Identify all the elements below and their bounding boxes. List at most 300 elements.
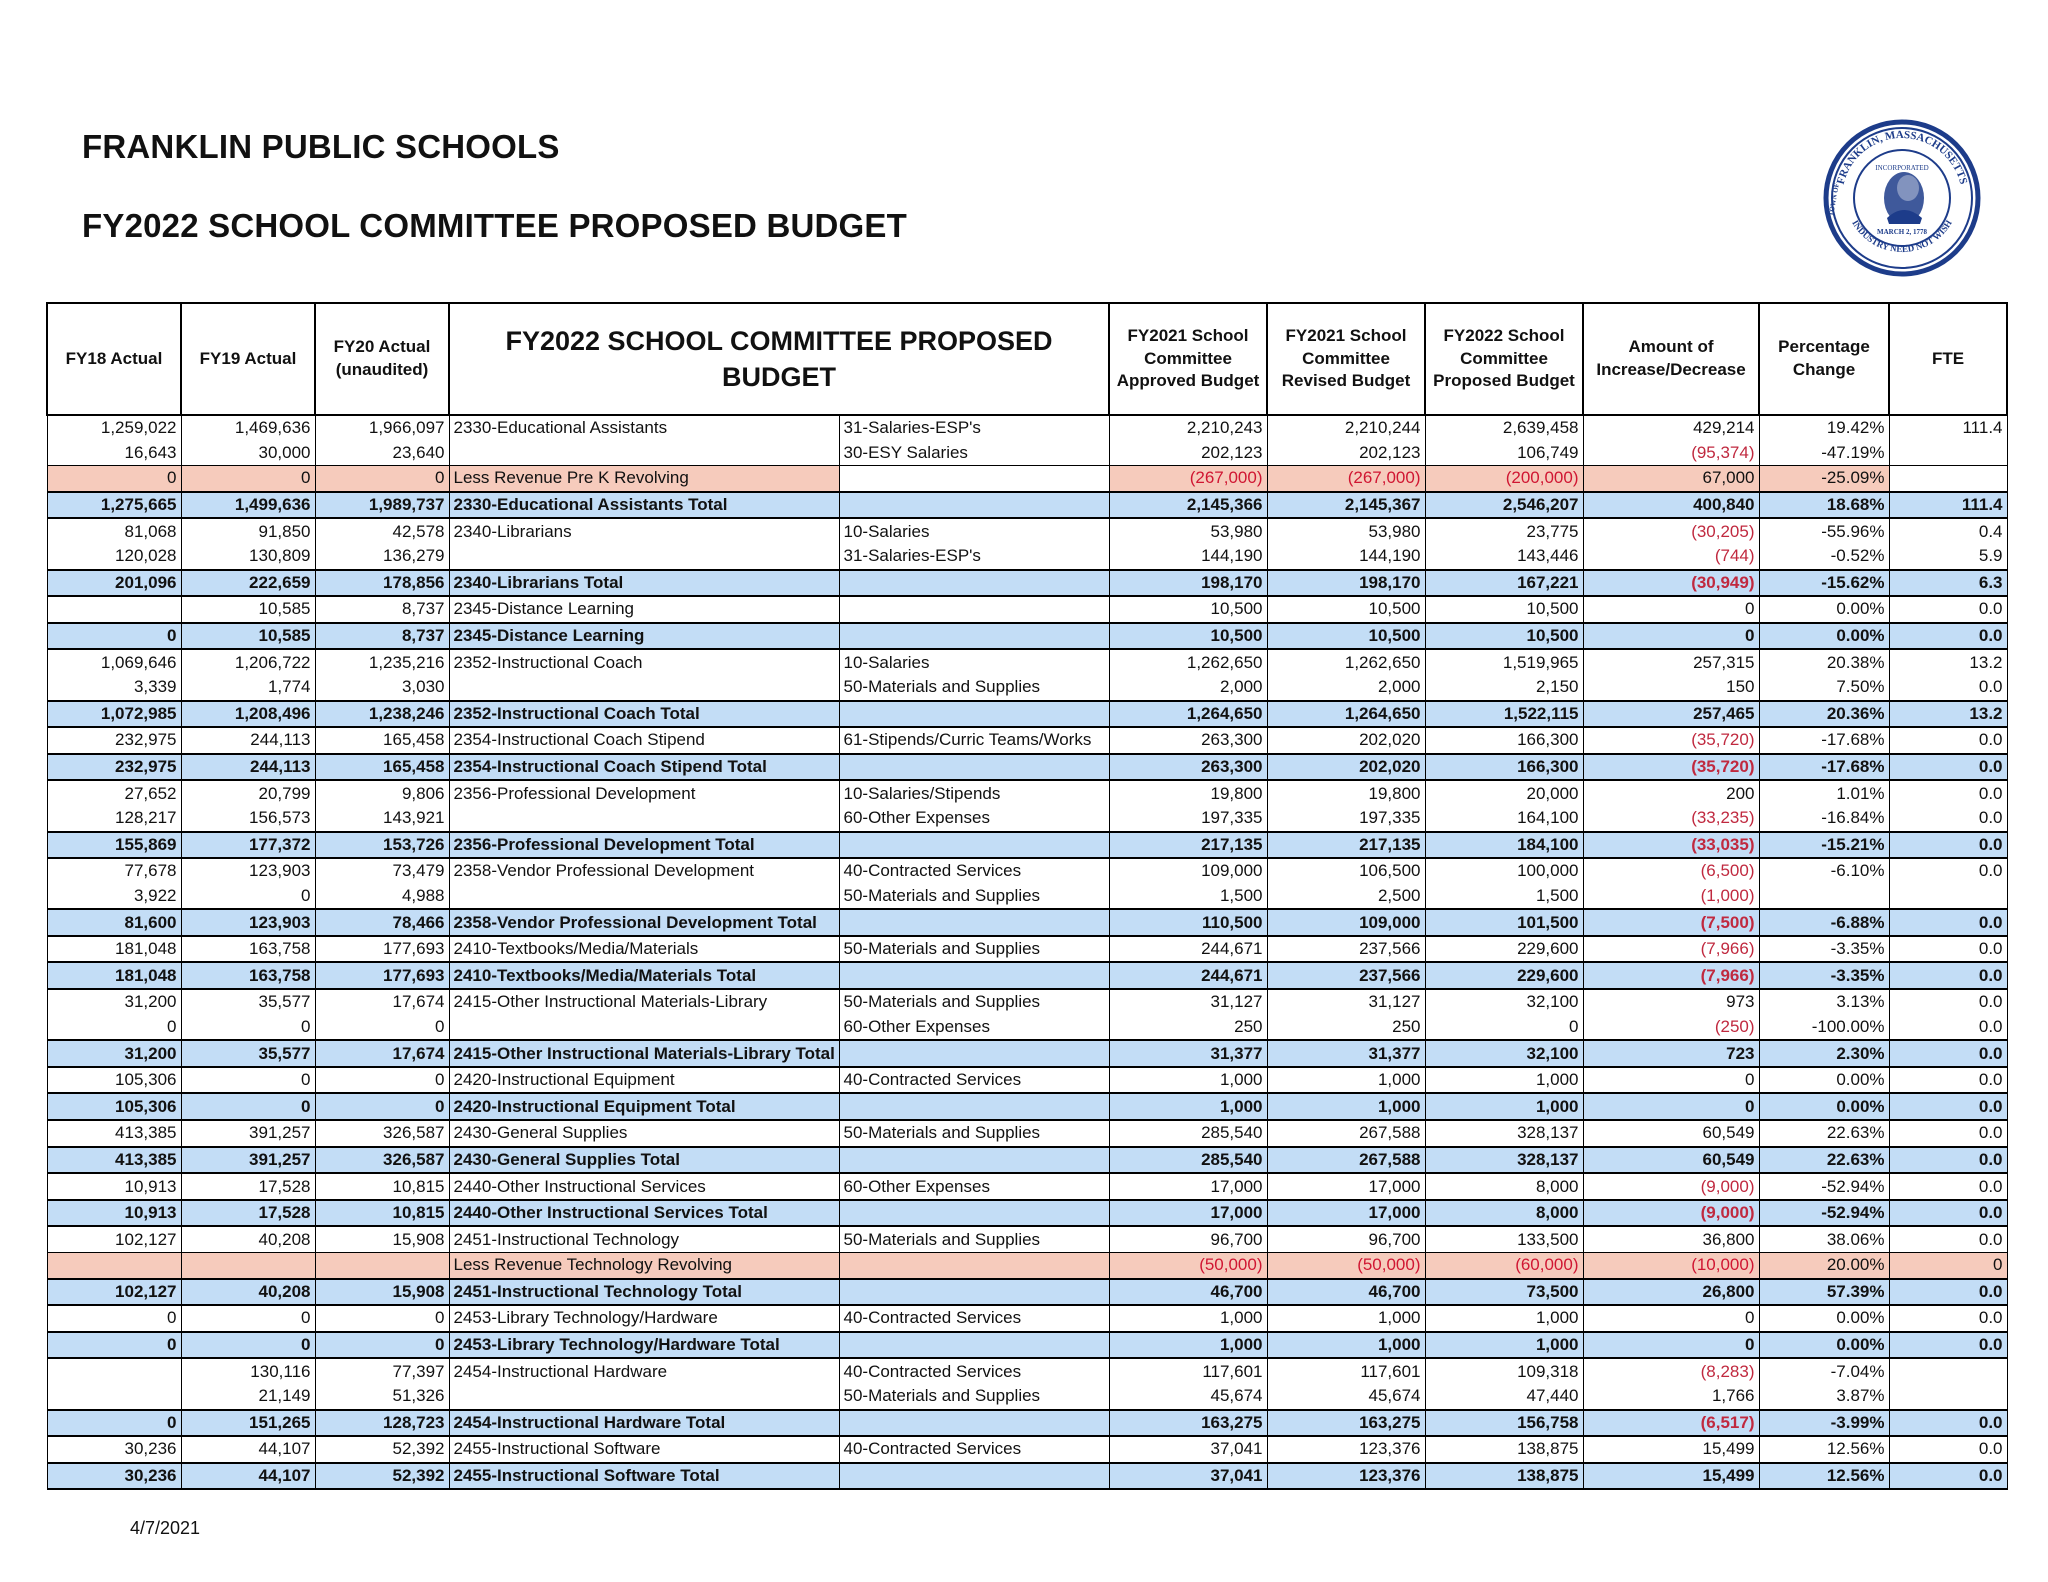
cell-amount-change: (30,205): [1583, 518, 1759, 544]
cell-fy19: 1,499,636: [181, 492, 315, 519]
cell-fy19: 10,585: [181, 623, 315, 650]
cell-amount-change: 0: [1583, 596, 1759, 623]
cell-fy18: 81,600: [47, 909, 181, 936]
cell-fy18: 30,236: [47, 1463, 181, 1490]
cell-fy18: 0: [47, 466, 181, 492]
cell-object: 10-Salaries/Stipends: [839, 780, 1109, 806]
table-row: [47, 727, 2007, 754]
cell-object: 61-Stipends/Curric Teams/Works: [839, 727, 1109, 754]
cell-fy21-approved: 217,135: [1109, 832, 1267, 859]
cell-amount-change: 1,766: [1583, 1384, 1759, 1410]
cell-object: [839, 1279, 1109, 1306]
cell-fte: 0.0: [1889, 596, 2007, 623]
total-row: [47, 1410, 2007, 1437]
cell-fte: 0.0: [1889, 754, 2007, 781]
cell-fy18: 1,072,985: [47, 701, 181, 728]
table-row: [47, 544, 2007, 570]
cell-pct-change: 18.68%: [1759, 492, 1889, 519]
town-seal-icon: [1812, 118, 1992, 278]
cell-fy21-revised: 109,000: [1267, 909, 1425, 936]
cell-object: 50-Materials and Supplies: [839, 675, 1109, 701]
cell-object: 31-Salaries-ESP's: [839, 415, 1109, 441]
cell-description: 2354-Instructional Coach Stipend: [449, 727, 839, 754]
cell-amount-change: (1,000): [1583, 884, 1759, 910]
cell-description: Less Revenue Pre K Revolving: [449, 466, 839, 492]
cell-fy19: 44,107: [181, 1436, 315, 1463]
cell-description: 2430-General Supplies Total: [449, 1147, 839, 1174]
cell-object: [839, 596, 1109, 623]
cell-pct-change: -17.68%: [1759, 754, 1889, 781]
cell-fy22-proposed: 133,500: [1425, 1226, 1583, 1252]
cell-amount-change: (7,966): [1583, 936, 1759, 963]
cell-fy21-approved: (50,000): [1109, 1253, 1267, 1279]
cell-fte: 0.0: [1889, 1093, 2007, 1120]
cell-fy19: 1,774: [181, 675, 315, 701]
cell-fy22-proposed: 156,758: [1425, 1410, 1583, 1437]
cell-fy20: 177,693: [315, 962, 449, 989]
cell-pct-change: 3.13%: [1759, 989, 1889, 1015]
cell-object: [839, 623, 1109, 650]
total-row: [47, 623, 2007, 650]
cell-fy21-approved: 31,377: [1109, 1040, 1267, 1067]
seal-top-text: FRANKLIN, MASSACHUSETTS: [1834, 128, 1970, 186]
cell-fy21-revised: 17,000: [1267, 1200, 1425, 1227]
cell-fy18: 31,200: [47, 1040, 181, 1067]
cell-description: 2415-Other Instructional Materials-Library: [449, 989, 839, 1015]
cell-fy19: 123,903: [181, 858, 315, 884]
cell-fte: 0.0: [1889, 806, 2007, 832]
cell-fy21-revised: 96,700: [1267, 1226, 1425, 1252]
cell-fy21-approved: 263,300: [1109, 727, 1267, 754]
cell-fy21-approved: 285,540: [1109, 1120, 1267, 1147]
cell-fy20: 78,466: [315, 909, 449, 936]
cell-description: 2330-Educational Assistants Total: [449, 492, 839, 519]
cell-fy22-proposed: 101,500: [1425, 909, 1583, 936]
seal-bottom-text: INDUSTRY NEED NOT WISH: [1850, 218, 1954, 255]
cell-pct-change: 0.00%: [1759, 1093, 1889, 1120]
cell-description: 2354-Instructional Coach Stipend Total: [449, 754, 839, 781]
cell-fy21-revised: 31,377: [1267, 1040, 1425, 1067]
cell-fy21-revised: 198,170: [1267, 570, 1425, 597]
cell-fy19: 0: [181, 1093, 315, 1120]
total-row: [47, 754, 2007, 781]
cell-fy19: 156,573: [181, 806, 315, 832]
cell-fy19: 0: [181, 1305, 315, 1332]
cell-fy22-proposed: 143,446: [1425, 544, 1583, 570]
cell-amount-change: (35,720): [1583, 727, 1759, 754]
cell-amount-change: 0: [1583, 1332, 1759, 1359]
cell-fy19: 0: [181, 1067, 315, 1094]
cell-fte: 0.0: [1889, 1200, 2007, 1227]
cell-fy20: 177,693: [315, 936, 449, 963]
cell-fy21-approved: 117,601: [1109, 1358, 1267, 1384]
cell-description: 2345-Distance Learning: [449, 623, 839, 650]
cell-pct-change: 0.00%: [1759, 1332, 1889, 1359]
cell-pct-change: 38.06%: [1759, 1226, 1889, 1252]
cell-fy21-approved: (267,000): [1109, 466, 1267, 492]
cell-fte: 5.9: [1889, 544, 2007, 570]
cell-fy20: 0: [315, 1015, 449, 1041]
cell-fy18: 1,275,665: [47, 492, 181, 519]
cell-object: 10-Salaries: [839, 649, 1109, 675]
cell-fy18: [47, 1384, 181, 1410]
total-row: [47, 909, 2007, 936]
cell-fy22-proposed: 1,519,965: [1425, 649, 1583, 675]
cell-fte: 0.0: [1889, 1173, 2007, 1200]
cell-object: 60-Other Expenses: [839, 1015, 1109, 1041]
cell-fy19: 1,469,636: [181, 415, 315, 441]
cell-amount-change: (744): [1583, 544, 1759, 570]
cell-object: [839, 1410, 1109, 1437]
cell-fy19: 91,850: [181, 518, 315, 544]
cell-fy20: 143,921: [315, 806, 449, 832]
cell-fy20: 0: [315, 466, 449, 492]
cell-fy22-proposed: 8,000: [1425, 1200, 1583, 1227]
cell-fy18: 31,200: [47, 989, 181, 1015]
cell-fy21-revised: 267,588: [1267, 1120, 1425, 1147]
cell-fy19: 40,208: [181, 1279, 315, 1306]
cell-description: 2352-Instructional Coach Total: [449, 701, 839, 728]
cell-fy22-proposed: 1,500: [1425, 884, 1583, 910]
cell-amount-change: (33,235): [1583, 806, 1759, 832]
cell-fy20: 0: [315, 1067, 449, 1094]
cell-fy19: 35,577: [181, 989, 315, 1015]
cell-pct-change: -15.21%: [1759, 832, 1889, 859]
cell-fy22-proposed: 2,639,458: [1425, 415, 1583, 441]
header-amount-change: Amount of Increase/Decrease: [1583, 303, 1759, 415]
cell-fy21-revised: 250: [1267, 1015, 1425, 1041]
cell-object: 50-Materials and Supplies: [839, 1384, 1109, 1410]
cell-object: [839, 701, 1109, 728]
total-row: [47, 962, 2007, 989]
cell-fy18: 413,385: [47, 1120, 181, 1147]
cell-fy18: 3,339: [47, 675, 181, 701]
cell-description: 2440-Other Instructional Services Total: [449, 1200, 839, 1227]
cell-fy19: 123,903: [181, 909, 315, 936]
cell-description: 2430-General Supplies: [449, 1120, 839, 1147]
cell-fy18: 81,068: [47, 518, 181, 544]
cell-fte: 6.3: [1889, 570, 2007, 597]
cell-fy19: 244,113: [181, 754, 315, 781]
cell-object: [839, 832, 1109, 859]
cell-object: [839, 492, 1109, 519]
cell-description: 2330-Educational Assistants: [449, 415, 839, 441]
cell-pct-change: -47.19%: [1759, 441, 1889, 466]
cell-object: [839, 1463, 1109, 1490]
cell-object: 30-ESY Salaries: [839, 441, 1109, 466]
cell-fy21-approved: 244,671: [1109, 962, 1267, 989]
cell-pct-change: -16.84%: [1759, 806, 1889, 832]
cell-pct-change: 3.87%: [1759, 1384, 1889, 1410]
seal-incorporated-text: INCORPORATED: [1875, 164, 1929, 172]
cell-pct-change: 19.42%: [1759, 415, 1889, 441]
cell-object: 40-Contracted Services: [839, 858, 1109, 884]
cell-fy21-revised: 106,500: [1267, 858, 1425, 884]
cell-fy21-approved: 37,041: [1109, 1463, 1267, 1490]
cell-fy22-proposed: 32,100: [1425, 989, 1583, 1015]
cell-fy21-approved: 1,000: [1109, 1067, 1267, 1094]
cell-description: 2356-Professional Development Total: [449, 832, 839, 859]
cell-description: [449, 441, 839, 466]
cell-description: 2455-Instructional Software Total: [449, 1463, 839, 1490]
cell-fy21-approved: 1,000: [1109, 1332, 1267, 1359]
cell-fy20: 0: [315, 1093, 449, 1120]
cell-object: 40-Contracted Services: [839, 1358, 1109, 1384]
cell-fy21-revised: 202,020: [1267, 727, 1425, 754]
cell-fy19: 391,257: [181, 1147, 315, 1174]
cell-fy21-revised: 45,674: [1267, 1384, 1425, 1410]
cell-fy20: 15,908: [315, 1226, 449, 1252]
cell-fy21-revised: 117,601: [1267, 1358, 1425, 1384]
cell-fte: 0.0: [1889, 858, 2007, 884]
cell-fy21-approved: 10,500: [1109, 596, 1267, 623]
cell-fy18: 10,913: [47, 1200, 181, 1227]
cell-object: [839, 754, 1109, 781]
cell-pct-change: 20.36%: [1759, 701, 1889, 728]
header-fy19-actual: FY19 Actual: [181, 303, 315, 415]
cell-fy20: 128,723: [315, 1410, 449, 1437]
total-row: [47, 1093, 2007, 1120]
cell-pct-change: -25.09%: [1759, 466, 1889, 492]
table-row: [47, 518, 2007, 544]
table-row: [47, 1173, 2007, 1200]
cell-fy19: 40,208: [181, 1226, 315, 1252]
table-row: [47, 1384, 2007, 1410]
cell-fy21-approved: 53,980: [1109, 518, 1267, 544]
cell-fy20: 1,238,246: [315, 701, 449, 728]
cell-fy18: 0: [47, 1015, 181, 1041]
cell-fy22-proposed: 1,000: [1425, 1067, 1583, 1094]
cell-pct-change: [1759, 884, 1889, 910]
cell-fy20: 136,279: [315, 544, 449, 570]
cell-fy22-proposed: (200,000): [1425, 466, 1583, 492]
total-row: [47, 1279, 2007, 1306]
cell-pct-change: 12.56%: [1759, 1463, 1889, 1490]
cell-fy21-approved: 17,000: [1109, 1200, 1267, 1227]
cell-description: [449, 544, 839, 570]
table-row: [47, 858, 2007, 884]
cell-fy21-revised: 31,127: [1267, 989, 1425, 1015]
table-row: [47, 675, 2007, 701]
cell-fy21-approved: 1,000: [1109, 1093, 1267, 1120]
cell-fy21-revised: 217,135: [1267, 832, 1425, 859]
table-row: [47, 1015, 2007, 1041]
total-row: [47, 1332, 2007, 1359]
cell-fte: 0.0: [1889, 780, 2007, 806]
cell-description: Less Revenue Technology Revolving: [449, 1253, 839, 1279]
cell-fte: 0.0: [1889, 1040, 2007, 1067]
cell-object: 40-Contracted Services: [839, 1067, 1109, 1094]
cell-fy20: 1,966,097: [315, 415, 449, 441]
cell-fy19: 30,000: [181, 441, 315, 466]
cell-fte: 0.0: [1889, 727, 2007, 754]
cell-fy21-revised: 10,500: [1267, 596, 1425, 623]
cell-object: [839, 466, 1109, 492]
cell-fy18: 10,913: [47, 1173, 181, 1200]
cell-fy21-approved: 1,262,650: [1109, 649, 1267, 675]
cell-fy20: 9,806: [315, 780, 449, 806]
cell-object: 60-Other Expenses: [839, 806, 1109, 832]
cell-fy21-approved: 37,041: [1109, 1436, 1267, 1463]
cell-fte: 0.0: [1889, 1015, 2007, 1041]
cell-pct-change: -3.35%: [1759, 962, 1889, 989]
cell-description: 2451-Instructional Technology Total: [449, 1279, 839, 1306]
table-row: [47, 884, 2007, 910]
table-row: [47, 1226, 2007, 1252]
total-row: [47, 570, 2007, 597]
cell-fy18: 232,975: [47, 727, 181, 754]
header-percentage-change: Percentage Change: [1759, 303, 1889, 415]
cell-fy22-proposed: 20,000: [1425, 780, 1583, 806]
cell-fy20: 77,397: [315, 1358, 449, 1384]
cell-fy21-revised: 17,000: [1267, 1173, 1425, 1200]
cell-amount-change: 15,499: [1583, 1436, 1759, 1463]
cell-amount-change: (8,283): [1583, 1358, 1759, 1384]
cell-fy21-revised: 19,800: [1267, 780, 1425, 806]
cell-fy22-proposed: 138,875: [1425, 1463, 1583, 1490]
total-row: [47, 492, 2007, 519]
cell-object: 40-Contracted Services: [839, 1305, 1109, 1332]
cell-fy18: 155,869: [47, 832, 181, 859]
cell-fy20: 8,737: [315, 623, 449, 650]
cell-fy22-proposed: 229,600: [1425, 936, 1583, 963]
cell-amount-change: 26,800: [1583, 1279, 1759, 1306]
cell-fy19: 163,758: [181, 936, 315, 963]
cell-fte: 13.2: [1889, 701, 2007, 728]
cell-fy22-proposed: 166,300: [1425, 754, 1583, 781]
cell-fy21-revised: 202,020: [1267, 754, 1425, 781]
cell-description: 2440-Other Instructional Services: [449, 1173, 839, 1200]
seal-date-text: MARCH 2, 1778: [1877, 228, 1927, 236]
cell-fy22-proposed: 73,500: [1425, 1279, 1583, 1306]
cell-fy20: 17,674: [315, 989, 449, 1015]
cell-amount-change: (7,500): [1583, 909, 1759, 936]
cell-fy19: 17,528: [181, 1173, 315, 1200]
cell-fte: 0.4: [1889, 518, 2007, 544]
cell-fy22-proposed: 138,875: [1425, 1436, 1583, 1463]
header-fy2021-revised: FY2021 School Committee Revised Budget: [1267, 303, 1425, 415]
cell-pct-change: 20.00%: [1759, 1253, 1889, 1279]
cell-fy18: 128,217: [47, 806, 181, 832]
cell-description: 2410-Textbooks/Media/Materials Total: [449, 962, 839, 989]
cell-amount-change: (30,949): [1583, 570, 1759, 597]
cell-description: [449, 806, 839, 832]
cell-fy18: 30,236: [47, 1436, 181, 1463]
cell-fy20: 0: [315, 1305, 449, 1332]
cell-pct-change: 1.01%: [1759, 780, 1889, 806]
cell-object: 50-Materials and Supplies: [839, 936, 1109, 963]
cell-fy22-proposed: 2,150: [1425, 675, 1583, 701]
cell-object: [839, 962, 1109, 989]
header-fy2022-proposed: FY2022 School Committee Proposed Budget: [1425, 303, 1583, 415]
cell-fy21-revised: 1,262,650: [1267, 649, 1425, 675]
cell-description: 2420-Instructional Equipment Total: [449, 1093, 839, 1120]
cell-fy21-revised: 144,190: [1267, 544, 1425, 570]
cell-object: 50-Materials and Supplies: [839, 989, 1109, 1015]
cell-fy20: 165,458: [315, 754, 449, 781]
cell-fy18: 413,385: [47, 1147, 181, 1174]
cell-object: 50-Materials and Supplies: [839, 1226, 1109, 1252]
cell-fy22-proposed: 10,500: [1425, 596, 1583, 623]
cell-amount-change: 257,465: [1583, 701, 1759, 728]
cell-amount-change: 200: [1583, 780, 1759, 806]
cell-fy18: 102,127: [47, 1279, 181, 1306]
cell-pct-change: 0.00%: [1759, 1067, 1889, 1094]
cell-fy18: 1,069,646: [47, 649, 181, 675]
cell-fy18: 1,259,022: [47, 415, 181, 441]
cell-fy20: 1,989,737: [315, 492, 449, 519]
cell-fy21-approved: 263,300: [1109, 754, 1267, 781]
cell-fy18: 3,922: [47, 884, 181, 910]
seal-left-text: TOWN OF: [1827, 182, 1841, 217]
total-row: [47, 832, 2007, 859]
cell-fy19: 130,116: [181, 1358, 315, 1384]
cell-pct-change: 0.00%: [1759, 623, 1889, 650]
cell-fy22-proposed: 100,000: [1425, 858, 1583, 884]
cell-pct-change: 12.56%: [1759, 1436, 1889, 1463]
cell-fy21-approved: 109,000: [1109, 858, 1267, 884]
cell-fy20: 8,737: [315, 596, 449, 623]
cell-amount-change: 0: [1583, 623, 1759, 650]
cell-fy22-proposed: 328,137: [1425, 1120, 1583, 1147]
cell-fy18: 181,048: [47, 962, 181, 989]
cell-fy18: 0: [47, 623, 181, 650]
cell-fte: 0.0: [1889, 1279, 2007, 1306]
cell-amount-change: (10,000): [1583, 1253, 1759, 1279]
cell-fy20: 326,587: [315, 1120, 449, 1147]
cell-description: [449, 1015, 839, 1041]
cell-fte: 0.0: [1889, 909, 2007, 936]
cell-fy22-proposed: 229,600: [1425, 962, 1583, 989]
cell-fy19: 130,809: [181, 544, 315, 570]
cell-pct-change: 22.63%: [1759, 1147, 1889, 1174]
cell-fy21-revised: 2,500: [1267, 884, 1425, 910]
table-row: [47, 1436, 2007, 1463]
cell-fy22-proposed: 10,500: [1425, 623, 1583, 650]
cell-fy21-approved: 198,170: [1109, 570, 1267, 597]
cell-fy21-approved: 17,000: [1109, 1173, 1267, 1200]
cell-fy20: 0: [315, 1332, 449, 1359]
cell-pct-change: 7.50%: [1759, 675, 1889, 701]
cell-description: 2454-Instructional Hardware Total: [449, 1410, 839, 1437]
cell-fy18: 102,127: [47, 1226, 181, 1252]
cell-fy18: 16,643: [47, 441, 181, 466]
cell-object: [839, 1253, 1109, 1279]
cell-fy21-approved: 110,500: [1109, 909, 1267, 936]
cell-fte: 0: [1889, 1253, 2007, 1279]
table-row: [47, 1305, 2007, 1332]
cell-fy21-revised: 1,000: [1267, 1093, 1425, 1120]
cell-pct-change: -52.94%: [1759, 1200, 1889, 1227]
total-row: [47, 1463, 2007, 1490]
cell-fte: 0.0: [1889, 1067, 2007, 1094]
table-row: [47, 1067, 2007, 1094]
cell-object: [839, 1093, 1109, 1120]
cell-description: [449, 675, 839, 701]
cell-fy22-proposed: 2,546,207: [1425, 492, 1583, 519]
cell-pct-change: 0.00%: [1759, 596, 1889, 623]
cell-amount-change: 0: [1583, 1067, 1759, 1094]
cell-fy20: 153,726: [315, 832, 449, 859]
cell-fy20: 42,578: [315, 518, 449, 544]
cell-fy22-proposed: 166,300: [1425, 727, 1583, 754]
cell-amount-change: 723: [1583, 1040, 1759, 1067]
cell-fy18: 120,028: [47, 544, 181, 570]
header-fy20-actual: FY20 Actual (unaudited): [315, 303, 449, 415]
cell-fy18: [47, 1253, 181, 1279]
table-row: [47, 806, 2007, 832]
total-row: [47, 1200, 2007, 1227]
